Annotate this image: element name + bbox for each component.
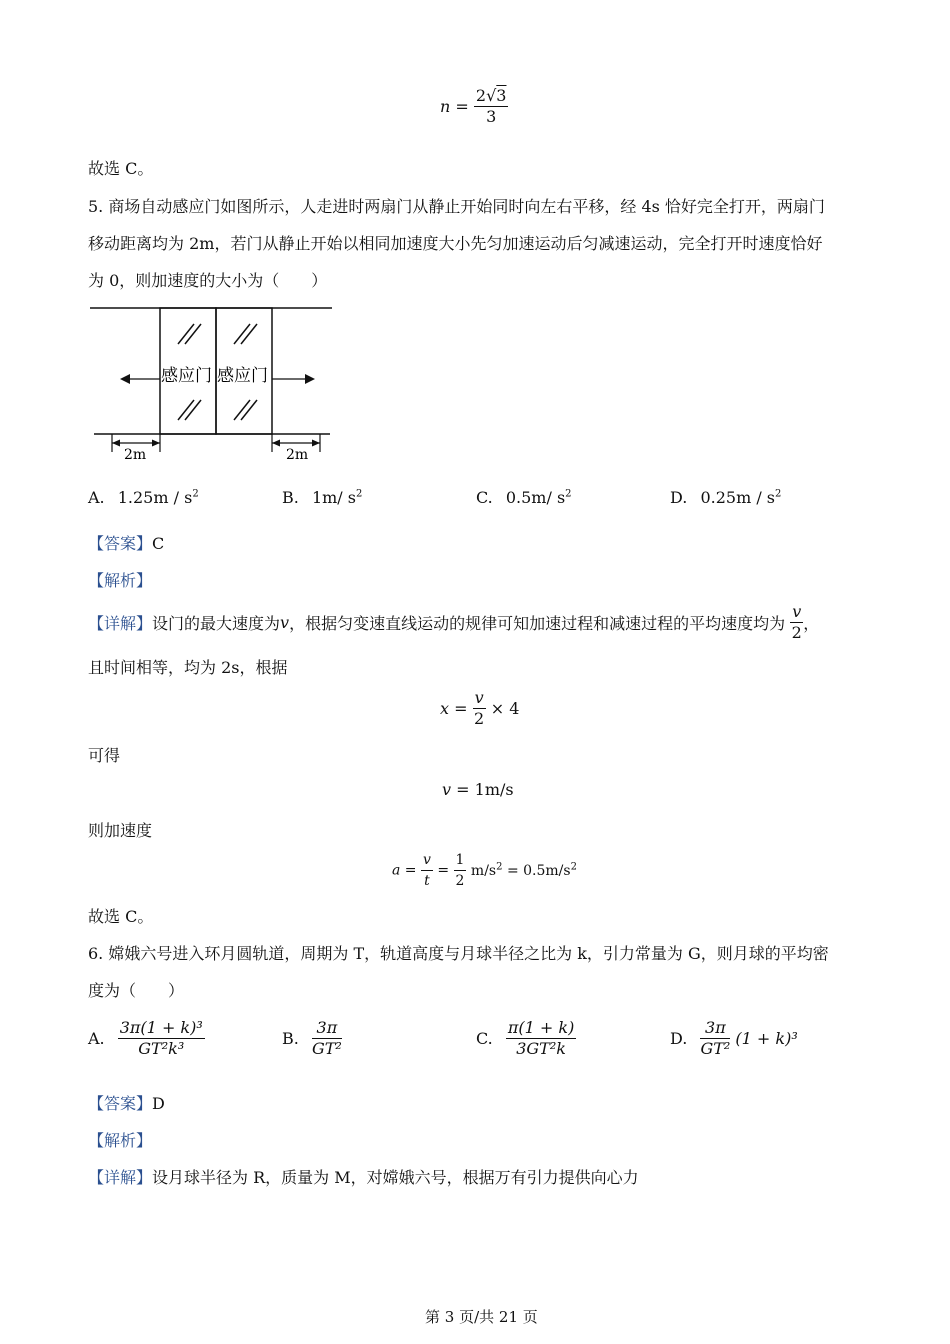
q6-option-c-den: 3GT²k: [516, 1039, 566, 1058]
q5-option-c-label: C.: [476, 488, 493, 507]
formula-n-den: 3: [486, 107, 497, 126]
q5-detail-line-2: 且时间相等，均为 2s，根据: [88, 658, 288, 677]
q5-option-a-label: A.: [88, 488, 105, 507]
q5-eq-3-unit1: m/s: [470, 863, 497, 880]
q5-eq-3-frac-2: [454, 850, 467, 891]
q5-option-d-sup: 2: [775, 488, 782, 500]
q5-option-b-text: 1m/ s: [311, 488, 356, 507]
q5-eq-1: [440, 688, 519, 729]
q6-stem-1: 6. 嫦娥六号进入环月圆轨道，周期为 T，轨道高度与月球半径之比为 k，引力常量为 G，则月球的平均密: [88, 944, 829, 963]
formula-n-lhs: n: [440, 97, 451, 116]
q5-eq-2-rhs: = 1m/s: [456, 780, 514, 799]
q6-detail-1: 设月球半径为 R，质量为 M，对嫦娥六号，根据万有引力提供向心力: [152, 1168, 639, 1187]
q6-option-d-den: GT²: [700, 1039, 731, 1058]
formula-n-frac: $\frac{2√3}{3}$: [475, 86, 507, 126]
q6-option-b-label: B.: [282, 1029, 299, 1048]
left-arrow-head: [120, 374, 130, 384]
q6-option-b-frac: [312, 1018, 342, 1059]
q5-eq-3-n2: 1: [454, 850, 467, 871]
q5-answer: [88, 531, 164, 554]
door-left-label: 感应门: [161, 366, 212, 386]
q5-option-d-label: D.: [670, 488, 688, 507]
q5-eq-3-eq: =: [437, 862, 450, 879]
q5-eq-1-num: v: [474, 688, 484, 707]
q6-option-a-num: 3π(1 + k)³: [119, 1018, 203, 1037]
q6-stem-2: 度为（ ）: [88, 981, 185, 1000]
q5-detail-1-frac-den: 2: [791, 623, 802, 642]
q5-option-c-text: 0.5m/ s: [505, 488, 566, 507]
q6-option-a: [88, 1018, 205, 1059]
q5-eq-2-lhs: v: [442, 780, 452, 799]
q5-eq-3-frac-1: [421, 850, 433, 891]
q6-option-c: [476, 1018, 576, 1059]
q6-detail-tag: 【详解】: [88, 1168, 153, 1187]
q5-eq-1-lhs: x =: [440, 699, 468, 718]
q5-detail-1-frac: [790, 602, 803, 643]
q5-analysis-tag: 【解析】: [88, 571, 153, 590]
q6-answer-tag: 【答案】: [88, 1094, 153, 1113]
q5-detail-1-end: ，: [803, 614, 820, 633]
q5-detail-line-1: [88, 602, 819, 643]
conclusion-q4: 故选 C。: [88, 159, 154, 178]
dim-left-label: 2m: [124, 447, 147, 463]
q5-answer-tag: 【答案】: [88, 534, 153, 553]
q5-eq-3-a: a =: [392, 862, 417, 879]
q6-option-b-num: 3π: [312, 1018, 342, 1039]
right-arrow-head: [305, 374, 315, 384]
q6-option-d-frac: [700, 1018, 730, 1059]
q5-detail-tag: 【详解】: [88, 614, 153, 633]
q6-answer-value: D: [152, 1094, 165, 1113]
door-right-label: 感应门: [217, 366, 268, 386]
q5-conclusion: 故选 C。: [88, 907, 154, 926]
q6-option-d-label: D.: [670, 1029, 688, 1048]
q5-eq-2: [442, 780, 514, 799]
q5-option-d: [670, 488, 781, 507]
q6-option-b-den: GT²: [311, 1039, 342, 1058]
q6-option-c-num: π(1 + k): [507, 1018, 575, 1037]
q5-option-b: [282, 488, 362, 507]
q6-option-c-label: C.: [476, 1029, 493, 1048]
q5-eq-3-n1: v: [421, 850, 433, 871]
q5-detail-1b: ，根据匀变速直线运动的规律可知加速过程和减速过程的平均速度均为: [289, 614, 786, 633]
q5-answer-value: C: [152, 534, 165, 553]
q6-option-a-frac: [118, 1018, 205, 1059]
q5-option-c-sup: 2: [565, 488, 572, 500]
formula-n-num-a: 2: [475, 86, 487, 105]
q5-text-accel: 则加速度: [88, 821, 153, 840]
q5-eq-3: [392, 850, 577, 891]
q6-option-c-frac: [506, 1018, 576, 1059]
q5-option-a: [88, 488, 199, 507]
q6-option-b: [282, 1018, 342, 1059]
q5-eq-3-sup1: 2: [496, 861, 503, 873]
q5-option-a-text: 1.25m / s: [117, 488, 193, 507]
q5-stem-3: 为 0，则加速度的大小为（ ）: [88, 271, 328, 290]
q5-option-c: [476, 488, 572, 507]
q5-text-kede: 可得: [88, 746, 121, 765]
door-figure: [88, 302, 338, 467]
page-footer: 第 3 页/共 21 页: [425, 1308, 538, 1326]
dim-right-label: 2m: [286, 447, 309, 463]
q5-eq-3-sup2: 2: [570, 861, 577, 873]
q6-option-a-den: GT²k³: [138, 1039, 185, 1058]
q5-stem-1: 5. 商场自动感应门如图所示，人走进时两扇门从静止开始同时向左右平移，经 4s 恰好完全打开，两扇门: [88, 197, 825, 216]
formula-n: n = $\frac{2√3}{3}$: [440, 86, 507, 126]
q5-option-b-sup: 2: [355, 488, 363, 500]
q5-option-d-text: 0.25m / s: [700, 488, 776, 507]
q6-option-d-tail: (1 + k)³: [735, 1029, 798, 1048]
q5-stem-2: 移动距离均为 2m，若门从静止开始以相同加速度大小先匀加速运动后匀减速运动，完全打开时速度恰好: [88, 234, 823, 253]
q5-eq-3-mid: = 0.5m/s: [506, 863, 571, 880]
q5-option-a-sup: 2: [192, 488, 199, 500]
formula-n-num-b: 3: [496, 86, 507, 105]
q5-eq-1-rhs: × 4: [490, 699, 520, 718]
q5-detail-1a: 设门的最大速度为: [152, 614, 281, 633]
q5-detail-1-frac-num: v: [792, 602, 802, 621]
q6-answer: [88, 1091, 165, 1114]
q5-eq-1-den: 2: [474, 709, 485, 728]
q6-option-d: [670, 1018, 798, 1059]
q5-option-b-label: B.: [282, 488, 299, 507]
q5-eq-3-d2: 2: [455, 873, 465, 889]
q6-analysis-tag: 【解析】: [88, 1131, 153, 1150]
q5-eq-1-frac: [473, 688, 486, 729]
q5-detail-1-var: v: [280, 613, 290, 632]
q6-option-d-num: 3π: [700, 1018, 730, 1039]
q6-option-a-label: A.: [88, 1029, 105, 1048]
q5-eq-3-d1: t: [424, 873, 430, 889]
q6-detail-line-1: [88, 1165, 639, 1188]
